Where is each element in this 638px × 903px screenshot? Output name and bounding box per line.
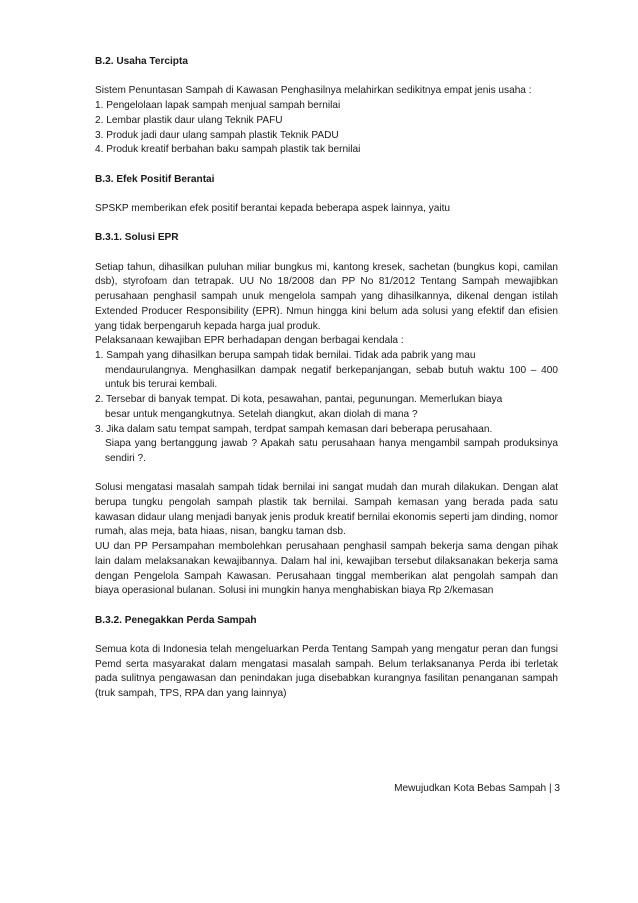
item-first-line: Jika dalam satu tempat sampah, terdpat sampah kemasan dari beberapa perusahaan. (106, 423, 493, 435)
item-number: 1. (95, 349, 104, 361)
b31-paragraph-4: UU dan PP Persampahan membolehkan perusahaan penghasil sampah bekerja sama dengan pihak lain dalam melaksanakan kewajibannya. Dalam hal ini, kewajiban tersebut dilaksanakan bekerja sama dengan Pengelola Sampah Kawasan. Perusahaan tinggal memberikan alat pengolah sampah dan biaya operasional bulanan. Solusi ini mungkin hanya menghabiskan biaya Rp 2/kemasan (95, 541, 558, 597)
b31-paragraph-2: Pelaksanaan kewajiban EPR berhadapan dengan berbagai kendala : (95, 335, 404, 347)
page-footer: Mewujudkan Kota Bebas Sampah | 3 (394, 783, 560, 794)
item-continuation: mendaurulangnya. Menghasilkan dampak negatif berkepanjangan, sebab butuh waktu 100 – 400 untuk bis terurai kembali. (105, 364, 558, 391)
section-heading-b32: B.3.2. Penegakkan Perda Sampah (95, 614, 257, 626)
list-item (95, 393, 558, 422)
item-number: 3. (95, 423, 104, 435)
section-heading-b3: B.3. Efek Positif Berantai (95, 173, 215, 185)
list-item (95, 423, 558, 467)
section-heading-b2: B.2. Usaha Tercipta (95, 56, 188, 67)
b2-intro: Sistem Penuntasan Sampah di Kawasan Penghasilnya melahirkan sedikitnya empat jenis usaha : (95, 85, 532, 97)
constraints-list (95, 349, 558, 467)
item-first-line: Sampah yang dihasilkan berupa sampah tidak bernilai. Tidak ada pabrik yang mau (106, 349, 476, 361)
item-continuation: besar untuk mengangkutnya. Setelah diangkut, akan diolah di mana ? (105, 408, 418, 420)
list-item: 4. Produk kreatif berbahan baku sampah plastik tak bernilai (95, 144, 361, 156)
list-item: 1. Pengelolaan lapak sampah menjual sampah bernilai (95, 100, 341, 112)
b31-paragraph-3: Solusi mengatasi masalah sampah tidak bernilai ini sangat mudah dan murah dilakukan. Dengan alat berupa tungku pengolah sampah plastik tak bernilai. Sampah kemasan yang berada pada satu kawasan didaur ulang menjadi banyak jenis produk kreatif bernilai ekonomis seperti jam dinding, nomor rumah, alas meja, bata hiaas, nisan, bangku taman dsb. (95, 482, 558, 538)
list-item: 3. Produk jadi daur ulang sampah plastik Teknik PADU (95, 129, 339, 141)
b31-paragraph-1: Setiap tahun, dihasilkan puluhan miliar bungkus mi, kantong kresek, sachetan (bungkus kopi, camilan dsb), styrofoam dan tetrapak. UU No 18/2008 dan PP No 81/2012 Tentang Sampah mewajibkan perusahaan penghasil sampah unuk mengelola sampah yang dihasilkannya, dikenal dengan istilah Extended Producer Responsibility (EPR). Nmun hingga kini belum ada solusi yang efektif dan efisien yang tidak berpengaruh kepada harga jual produk. (95, 261, 558, 332)
section-heading-b31: B.3.1. Solusi EPR (95, 232, 179, 244)
b32-paragraph-1: Semua kota di Indonesia telah mengeluarkan Perda Tentang Sampah yang mengatur peran dan fungsi Pemd serta masyarakat dalam mengatasi masalah sampah. Belum terlaksananya Perda ibi terletak pada sulitnya pengawasan dan penindakan juga disebabkan kurangnya fasilitan penanganan sampah (truk sampah, TPS, RPA dan yang lainnya) (95, 644, 558, 700)
b2-list (95, 99, 558, 158)
list-item (95, 349, 558, 393)
item-number: 2. (95, 394, 104, 406)
page-content (95, 55, 558, 702)
item-continuation: Siapa yang bertanggung jawab ? Apakah satu perusahaan hanya mengambil sampah produksinya sendiri ?. (105, 438, 558, 464)
list-item: 2. Lembar plastik daur ulang Teknik PAFU (95, 114, 283, 126)
b3-intro: SPSKP memberikan efek positif berantai kepada beberapa aspek lainnya, yaitu (95, 202, 450, 214)
item-first-line: Tersebar di banyak tempat. Di kota, pesawahan, pantai, pegunungan. Memerlukan biaya (106, 394, 503, 406)
